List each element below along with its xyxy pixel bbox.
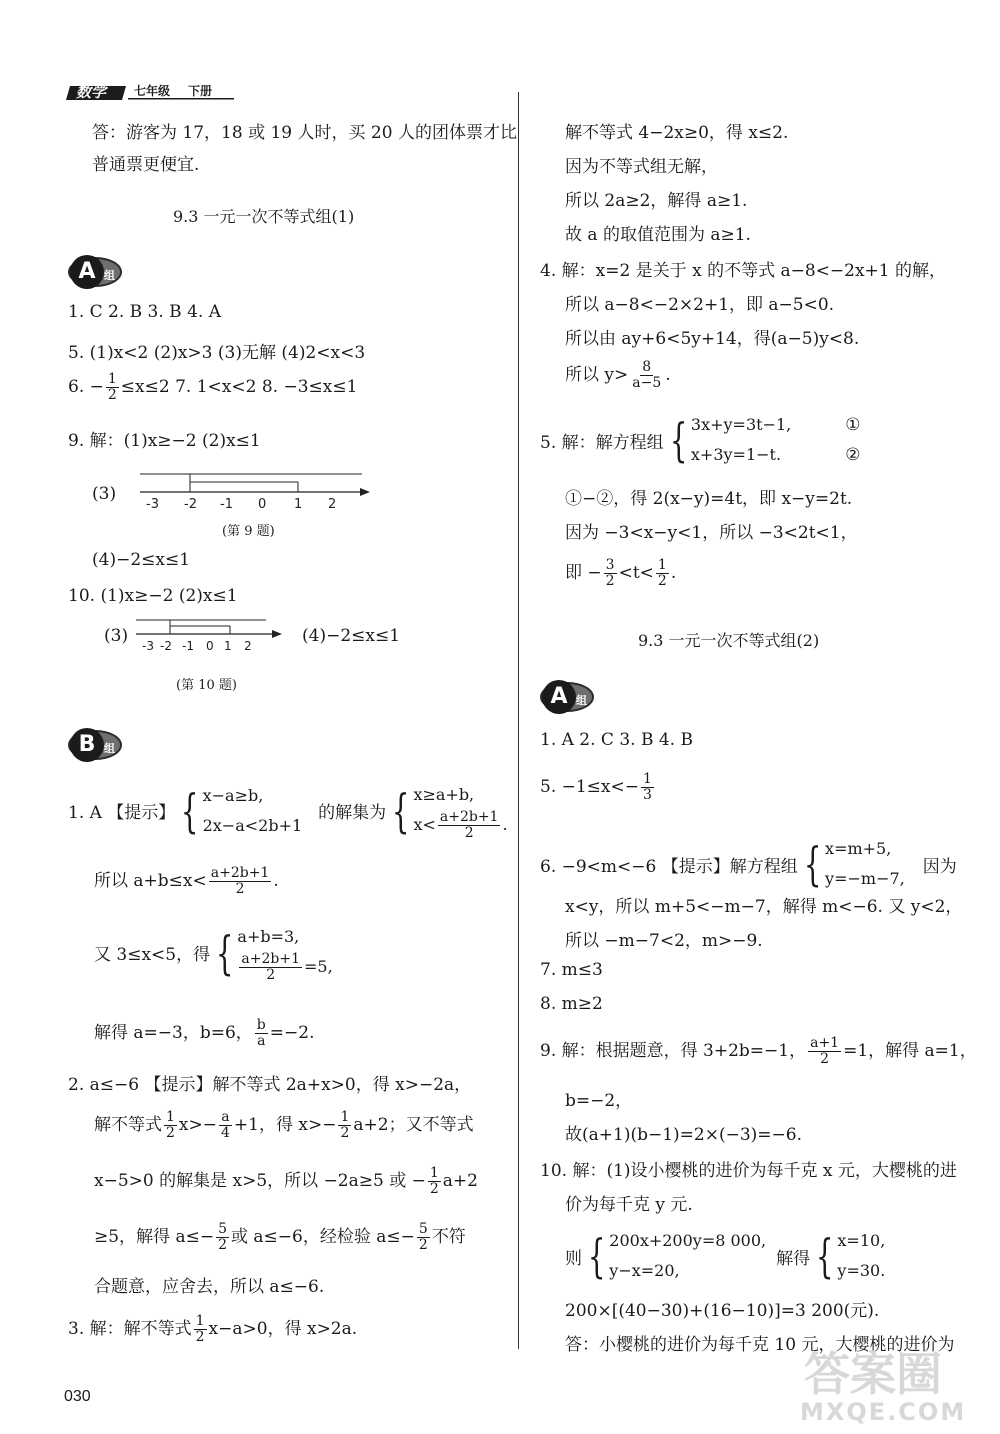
figure-caption-q9: (第 9 题) [222, 524, 275, 539]
intro-answer-line2: 普通票更便宜. [92, 155, 200, 175]
b-answer-2-line1: 2. a≤−6 【提示】解不等式 2a+x>0，得 x>−2a， [68, 1075, 472, 1095]
a-answer-10-part4: (4)−2≤x≤1 [302, 626, 401, 646]
tick-label: 2 [328, 497, 337, 512]
r-answer-4-line2: 所以 a−8<−2×2+1，即 a−5<0. [565, 295, 835, 315]
r-answer-5-line2: ①−②，得 2(x−y)=4t，即 x−y=2t. [565, 489, 853, 509]
s-answer-10-line2: 价为每千克 y 元. [565, 1195, 693, 1215]
s-answer-9-line2: b=−2， [565, 1091, 633, 1111]
r-answer-4-line4: 所以 y> $\frac{8}{a-5}$ . [565, 359, 671, 391]
b-answer-2-line5: 合题意，应舍去，所以 a≤−6. [94, 1277, 325, 1297]
b-answer-1-line2: 所以 a+b≤x< $\frac{a+2b+1}{2}$ . [94, 865, 279, 897]
column-divider [518, 92, 519, 1349]
s-answer-9-line1: 9. 解：根据题意，得 3+2b=−1， $\frac{a+1}{2}$ =1，解得 a=1， [540, 1035, 977, 1067]
tick-label: -2 [184, 497, 197, 512]
s-answer-6-line3: 所以 −m−7<2，m>−9. [565, 931, 763, 951]
b-answer-1-line4: 解得 a=−3，b=6， $\frac{b}{a}$ =−2. [94, 1017, 315, 1049]
s-answer-8: 8. m≥2 [540, 994, 603, 1014]
a-answer-6-8: 6. − $\frac{1}{2}$ ≤x≤2 7. 1<x<2 8. −3≤x≤1 [68, 371, 358, 403]
a-answer-9-part3-label: (3) [92, 484, 117, 504]
tick-label: -3 [142, 639, 154, 653]
tick-label: 2 [244, 639, 252, 653]
r-answer-4-line3: 所以由 ay+6<5y+14，得(a−5)y<8. [565, 329, 860, 349]
figure-caption-q10: (第 10 题) [176, 678, 237, 693]
r-line-3: 所以 2a≥2，解得 a≥1. [565, 191, 748, 211]
b-answer-1-line3: 又 3≤x<5，得 { a+b=3, $\frac{a+2b+1}{2}$ =5, [94, 925, 333, 983]
page-number: 030 [64, 1388, 91, 1405]
s-answer-6-line2: x<y，所以 m+5<−m−7，解得 m<−6. 又 y<2， [565, 897, 963, 917]
r-answer-5-line1: 5. 解：解方程组 { 3x+y=3t−1, x+3y=1−t. ① ② [540, 413, 861, 467]
s-answer-7: 7. m≤3 [540, 960, 603, 980]
r-answer-5-line3: 因为 −3<x−y<1，所以 −3<2t<1， [565, 523, 858, 543]
b-answer-2-line4: ≥5，解得 a≤− $\frac{5}{2}$ 或 a≤−6，经检验 a≤− $\frac{5}{2}$ 不符 [94, 1221, 466, 1253]
b-answer-1: 1. A 【提示】 { x−a≥b, 2x−a<2b+1 的解集为 { x≥a+b, x< $\frac{a+2b+1}{2}$ . [68, 783, 508, 841]
a-answer-10: 10. (1)x≥−2 (2)x≤1 [68, 586, 238, 606]
intro-answer-line1: 答：游客为 17，18 或 19 人时，买 20 人的团体票才比 [92, 123, 517, 143]
s-answer-5: 5. −1≤x<− $\frac{1}{3}$ [540, 771, 652, 803]
group-a-badge: A 组 [64, 255, 128, 289]
s-answer-10-system: 则 { 200x+200y=8 000, y−x=20, 解得 { x=10, y=30. [565, 1229, 886, 1283]
a-answer-5: 5. (1)x<2 (2)x>3 (3)无解 (4)2<x<3 [68, 343, 366, 363]
tick-label: -3 [146, 497, 159, 512]
tick-label: 1 [224, 639, 232, 653]
r-answer-4-line1: 4. 解：x=2 是关于 x 的不等式 a−8<−2x+1 的解， [540, 261, 947, 281]
s-answer-6-line1: 6. −9<m<−6 【提示】解方程组 { x=m+5, y=−m−7, 因为 [540, 837, 957, 891]
s-answer-9-line3: 故(a+1)(b−1)=2×(−3)=−6. [565, 1125, 803, 1145]
number-line-q9 [138, 466, 378, 516]
a-answers-1-4: 1. C 2. B 3. B 4. A [68, 302, 221, 322]
tick-label: -1 [182, 639, 194, 653]
a-answer-9-part4: (4)−2≤x≤1 [92, 550, 191, 570]
header-subject: 数学 [76, 83, 107, 101]
group-b-badge: B 组 [64, 728, 128, 762]
tick-label: 0 [258, 497, 267, 512]
tick-label: 0 [206, 639, 214, 653]
b-answer-2-line2: 解不等式 $\frac{1}{2}$ x>− $\frac{a}{4}$ +1，得 x>− $\frac{1}{2}$ a+2；又不等式 [94, 1109, 474, 1141]
tick-label: -2 [160, 639, 172, 653]
header-bar [64, 84, 234, 100]
group-a-badge-2: A 组 [536, 680, 600, 714]
watermark-logo: 答案圈 [804, 1347, 942, 1401]
r-line-1: 解不等式 4−2x≥0，得 x≤2. [565, 123, 789, 143]
tick-label: 1 [294, 497, 303, 512]
s-answer-10-line5: 答：小樱桃的进价为每千克 10 元，大樱桃的进价为 [565, 1335, 955, 1355]
r-answer-5-line4: 即 − $\frac{3}{2}$ <t< $\frac{1}{2}$ . [565, 557, 677, 589]
r-line-4: 故 a 的取值范围为 a≥1. [565, 225, 751, 245]
section-title-2: 9.3 一元一次不等式组(2) [638, 631, 820, 650]
tick-label: -1 [220, 497, 233, 512]
section-title-1: 9.3 一元一次不等式组(1) [173, 207, 355, 226]
s-answer-10-line4: 200×[(40−30)+(16−10)]=3 200(元). [565, 1301, 880, 1321]
a-answer-9: 9. 解：(1)x≥−2 (2)x≤1 [68, 431, 261, 451]
b-answer-3: 3. 解：解不等式 $\frac{1}{2}$ x−a>0，得 x>2a. [68, 1313, 358, 1345]
s-answers-1-4: 1. A 2. C 3. B 4. B [540, 730, 693, 750]
number-line-q10 [134, 612, 284, 656]
r-line-2: 因为不等式组无解， [565, 157, 718, 177]
header-grade: 七年级 [134, 84, 171, 98]
s-answer-10-line1: 10. 解：(1)设小樱桃的进价为每千克 x 元，大樱桃的进 [540, 1161, 957, 1181]
a-answer-10-part3-label: (3) [104, 626, 129, 646]
watermark-url: MXQE.COM [800, 1398, 967, 1426]
b-answer-2-line3: x−5>0 的解集是 x>5，所以 −2a≥5 或 − $\frac{1}{2}$ a+2 [94, 1165, 478, 1197]
header-volume: 下册 [188, 84, 213, 98]
